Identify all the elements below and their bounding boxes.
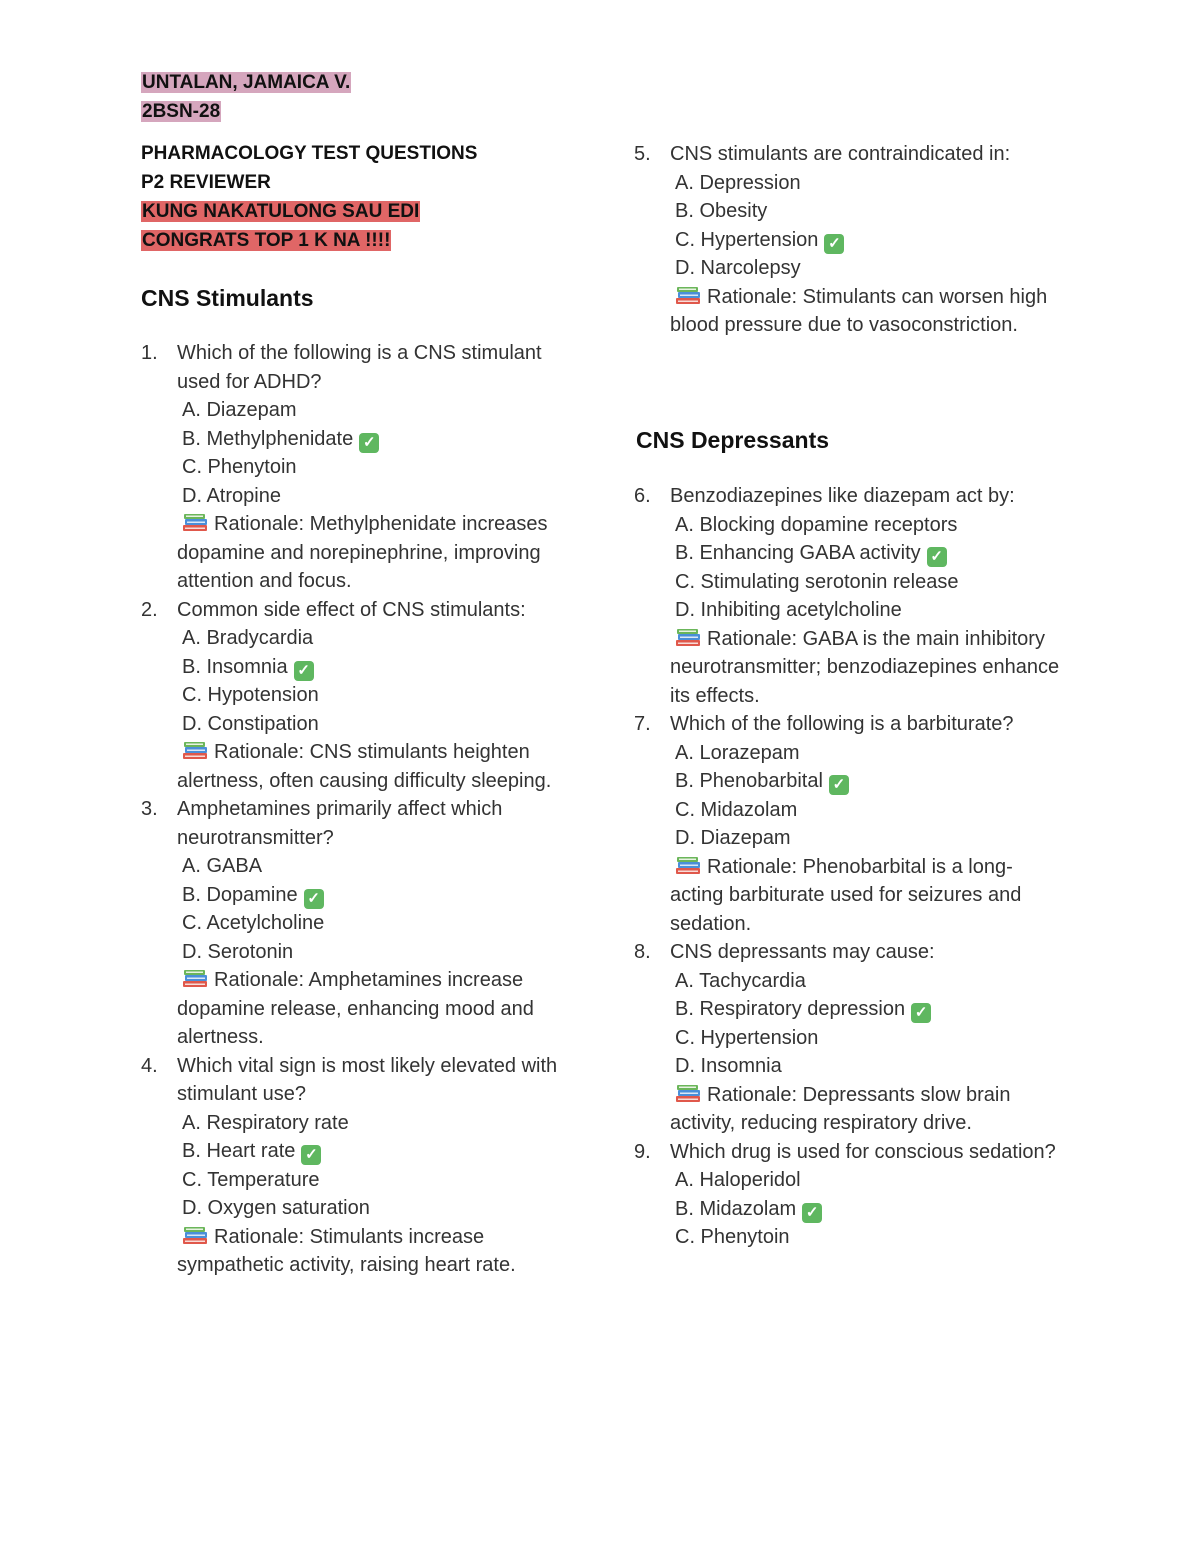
option: C. Hypotension: [182, 684, 319, 706]
question-text: Common side effect of CNS stimulants:: [177, 598, 526, 621]
rationale-text: Rationale: Depressants slow brain activity, reducing respiratory drive.: [670, 1083, 1011, 1134]
option-correct: [670, 767, 1066, 796]
check-mark-icon: ✓: [802, 1203, 822, 1223]
note-line-2: CONGRATS TOP 1 K NA !!!!: [142, 230, 391, 251]
rationale: [177, 510, 581, 596]
option-correct: [670, 539, 1066, 568]
document-title: PHARMACOLOGY TEST QUESTIONS: [141, 143, 478, 164]
check-mark-icon: ✓: [824, 234, 844, 254]
question-number: 4.: [141, 1054, 158, 1077]
check-mark-icon: ✓: [359, 433, 379, 453]
question-number: 7.: [634, 713, 651, 735]
option-text: B. Phenobarbital: [675, 770, 823, 792]
option-correct: [177, 653, 581, 682]
section-title-depressants: CNS Depressants: [636, 427, 830, 453]
option: C. Temperature: [182, 1168, 320, 1191]
rationale-text: Rationale: Methylphenidate increases dopamine and norepinephrine, improving attention and focus.: [177, 513, 548, 592]
rationale: [670, 283, 1066, 340]
option: A. Depression: [675, 171, 801, 194]
question-list-right-top: [600, 140, 1066, 340]
option-correct: [670, 1195, 1066, 1224]
question-text: Which vital sign is most likely elevated with stimulant use?: [177, 1054, 558, 1105]
question-item: [600, 710, 1066, 938]
question-number: 5.: [634, 143, 651, 165]
question-list-right-bottom: [600, 482, 1066, 1252]
question-text: Which drug is used for conscious sedation?: [670, 1140, 1056, 1163]
books-icon: [675, 856, 701, 876]
books-icon: [182, 741, 208, 761]
option-correct: [177, 881, 581, 910]
check-mark-icon: ✓: [829, 775, 849, 795]
question-text: Which of the following is a barbiturate?: [670, 713, 1014, 735]
rationale: [177, 1223, 581, 1280]
option: C. Stimulating serotonin release: [675, 570, 959, 593]
title-block: [141, 139, 477, 255]
option: C. Hypertension: [675, 1026, 819, 1049]
option: A. Respiratory rate: [182, 1111, 349, 1134]
question-number: 6.: [634, 485, 651, 507]
option: D. Insomnia: [675, 1055, 782, 1077]
option-text: B. Heart rate: [182, 1140, 296, 1162]
option: A. Haloperidol: [675, 1169, 801, 1191]
rationale: [670, 853, 1066, 939]
option-correct: [177, 425, 581, 454]
question-text: Which of the following is a CNS stimulant used for ADHD?: [177, 342, 542, 393]
option: C. Midazolam: [675, 798, 798, 821]
rationale-text: Rationale: GABA is the main inhibitory neurotransmitter; benzodiazepines enhance its effects.: [670, 627, 1060, 707]
option: D. Diazepam: [675, 827, 791, 849]
books-icon: [675, 286, 701, 306]
question-number: 3.: [141, 798, 158, 820]
document-subtitle: P2 REVIEWER: [141, 172, 271, 193]
books-icon: [675, 628, 701, 648]
rationale-text: Rationale: Stimulants increase sympathetic activity, raising heart rate.: [177, 1225, 516, 1276]
check-mark-icon: ✓: [911, 1003, 931, 1023]
question-item: [600, 140, 1066, 340]
question-text: CNS stimulants are contraindicated in:: [670, 143, 1011, 165]
option: D. Serotonin: [182, 940, 294, 963]
student-section: 2BSN-28: [142, 101, 221, 122]
check-mark-icon: ✓: [927, 547, 947, 567]
question-list-left: [107, 339, 581, 1280]
rationale-text: Rationale: CNS stimulants heighten alertness, often causing difficulty sleeping.: [177, 741, 552, 792]
books-icon: [182, 1226, 208, 1246]
check-mark-icon: ✓: [301, 1145, 321, 1165]
section-title-stimulants: CNS Stimulants: [141, 285, 314, 311]
books-icon: [675, 1084, 701, 1104]
question-item: [600, 482, 1066, 710]
option: D. Constipation: [182, 712, 319, 735]
student-name: UNTALAN, JAMAICA V.: [142, 72, 351, 93]
option: D. Atropine: [182, 484, 281, 507]
rationale: [670, 625, 1066, 711]
option: A. Bradycardia: [182, 627, 314, 649]
option-text: B. Methylphenidate: [182, 427, 354, 450]
option-correct: [670, 226, 1066, 255]
question-item: [107, 596, 581, 796]
option: C. Acetylcholine: [182, 912, 325, 934]
option-correct: [177, 1137, 581, 1166]
rationale: [670, 1081, 1066, 1138]
question-number: 9.: [634, 1140, 651, 1163]
books-icon: [182, 513, 208, 533]
check-mark-icon: ✓: [304, 889, 324, 909]
question-number: 1.: [141, 342, 158, 364]
option-text: B. Respiratory depression: [675, 998, 906, 1020]
option-text: C. Hypertension: [675, 228, 819, 251]
option: C. Phenytoin: [182, 456, 297, 478]
option: A. GABA: [182, 855, 263, 877]
rationale: [177, 966, 581, 1052]
option: D. Inhibiting acetylcholine: [675, 599, 902, 621]
option-text: B. Insomnia: [182, 655, 288, 678]
option: D. Oxygen saturation: [182, 1197, 370, 1219]
student-info: [141, 68, 351, 126]
option-text: B. Dopamine: [182, 883, 298, 906]
option: A. Blocking dopamine receptors: [675, 513, 958, 536]
option: D. Narcolepsy: [675, 257, 801, 279]
rationale-text: Rationale: Stimulants can worsen high blood pressure due to vasoconstriction.: [670, 285, 1048, 336]
question-text: CNS depressants may cause:: [670, 941, 935, 963]
option: A. Tachycardia: [675, 969, 806, 992]
option-text: B. Enhancing GABA activity: [675, 542, 921, 564]
question-item: [107, 1052, 581, 1280]
question-text: Benzodiazepines like diazepam act by:: [670, 485, 1015, 507]
option: A. Lorazepam: [675, 741, 800, 764]
question-item: [107, 339, 581, 596]
option-text: B. Midazolam: [675, 1197, 797, 1220]
rationale-text: Rationale: Phenobarbital is a long-acting barbiturate used for seizures and sedation.: [670, 855, 1022, 935]
check-mark-icon: ✓: [294, 661, 314, 681]
note-line-1: KUNG NAKATULONG SAU EDI: [142, 201, 420, 222]
question-item: [600, 1138, 1066, 1252]
option: C. Phenytoin: [675, 1226, 790, 1248]
option: B. Obesity: [675, 200, 768, 222]
question-text: Amphetamines primarily affect which neurotransmitter?: [177, 798, 503, 849]
question-number: 2.: [141, 598, 158, 621]
question-item: [600, 938, 1066, 1138]
option-correct: [670, 995, 1066, 1024]
rationale-text: Rationale: Amphetamines increase dopamine release, enhancing mood and alertness.: [177, 969, 534, 1048]
question-number: 8.: [634, 941, 651, 963]
rationale: [177, 738, 581, 795]
option: A. Diazepam: [182, 399, 297, 421]
books-icon: [182, 969, 208, 989]
question-item: [107, 795, 581, 1052]
